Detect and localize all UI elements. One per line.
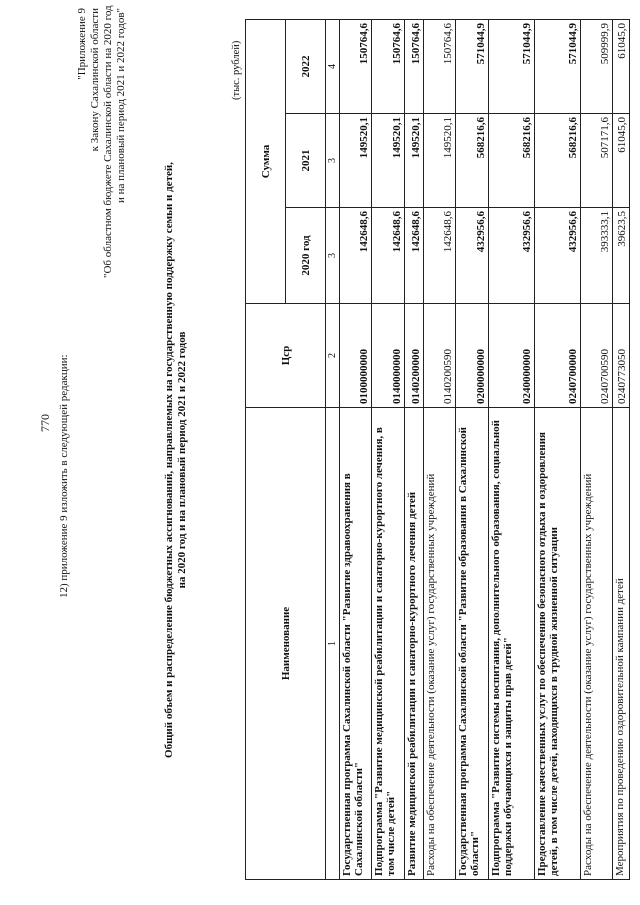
table-row <box>404 19 423 879</box>
row-value-2022: 61045,0 <box>613 19 630 113</box>
row-code: 0140000000 <box>372 304 404 408</box>
row-name: Предоставление качественных услуг по обеспечению безопасного отдыха и оздоровления детей, в том числе детей, находящихся в трудной жизненной ситуации <box>534 408 580 880</box>
title-line-1: Общий объем и распределение бюджетных ассигнований, направляемых на государственную поддержку семьи и детей, <box>163 162 175 758</box>
row-code: 0140200000 <box>404 304 423 408</box>
table-row <box>456 19 488 879</box>
intro-text: 12) приложение 9 изложить в следующей редакции: <box>58 354 70 598</box>
row-value-2021: 568216,6 <box>456 114 488 208</box>
row-value-2021: 568216,6 <box>488 114 534 208</box>
header-year-2020: 2020 год <box>286 208 326 304</box>
table-row <box>580 19 612 879</box>
row-value-2022: 509999,9 <box>580 19 612 113</box>
row-value-2022: 571044,9 <box>456 19 488 113</box>
row-value-2022: 150764,6 <box>423 19 455 113</box>
column-index: 3 <box>326 208 340 304</box>
row-value-2020: 142648,6 <box>423 208 455 304</box>
row-name: Подпрограмма "Развитие медицинской реабилитации и санаторно-курортного лечения, в том числе детей" <box>372 408 404 880</box>
page-number: 770 <box>38 414 52 432</box>
row-value-2021: 149520,1 <box>372 114 404 208</box>
row-value-2020: 142648,6 <box>340 208 372 304</box>
row-value-2021: 149520,1 <box>404 114 423 208</box>
row-name: Развитие медицинской реабилитации и санаторно-курортного лечения детей <box>404 408 423 880</box>
header-sum: Сумма <box>246 19 286 303</box>
row-value-2021: 149520,1 <box>423 114 455 208</box>
row-code: 0240700590 <box>580 304 612 408</box>
row-code: 0240700000 <box>534 304 580 408</box>
row-value-2022: 571044,9 <box>534 19 580 113</box>
appendix-heading <box>76 5 128 278</box>
appendix-line-3: "Об областном бюджете Сахалинской области на 2020 год <box>102 5 114 278</box>
table-row <box>534 19 580 879</box>
row-value-2020: 393333,1 <box>580 208 612 304</box>
row-name: Расходы на обеспечение деятельности (оказание услуг) государственных учреждений <box>423 408 455 880</box>
row-code: 0240773050 <box>613 304 630 408</box>
row-code: 0100000000 <box>340 304 372 408</box>
table-row <box>372 19 404 879</box>
row-value-2022: 150764,6 <box>372 19 404 113</box>
row-value-2020: 39623,5 <box>613 208 630 304</box>
column-index: 4 <box>326 19 340 113</box>
appendix-line-4: и на плановый период 2021 и 2022 годов" <box>115 8 127 204</box>
header-name: Наименование <box>246 408 326 880</box>
row-code: 0200000000 <box>456 304 488 408</box>
row-value-2020: 432956,6 <box>488 208 534 304</box>
header-code: Цср <box>246 304 326 408</box>
appendix-line-1: "Приложение 9 <box>76 8 88 80</box>
row-value-2021: 507171,6 <box>580 114 612 208</box>
header-year-2021: 2021 <box>286 114 326 208</box>
table-row <box>613 19 630 879</box>
row-value-2022: 571044,9 <box>488 19 534 113</box>
row-value-2020: 142648,6 <box>372 208 404 304</box>
column-index: 2 <box>326 304 340 408</box>
row-name: Государственная программа Сахалинской области "Развитие образования в Сахалинской области" <box>456 408 488 880</box>
appendix-line-2: к Закону Сахалинской области <box>89 8 101 152</box>
title-line-2: на 2020 год и на плановый период 2021 и 2022 годов <box>176 331 188 589</box>
table-row <box>423 19 455 879</box>
column-index: 3 <box>326 114 340 208</box>
row-value-2022: 150764,6 <box>404 19 423 113</box>
row-value-2021: 149520,1 <box>340 114 372 208</box>
row-name: Подпрограмма "Развитие системы воспитания, дополнительного образования, социальной поддержки обучающихся и защиты прав детей" <box>488 408 534 880</box>
header-year-2022: 2022 <box>286 19 326 113</box>
units-label: (тыс. рублей) <box>231 40 242 100</box>
row-name: Мероприятия по проведению оздоровительной кампании детей <box>613 408 630 880</box>
row-value-2020: 142648,6 <box>404 208 423 304</box>
row-value-2020: 432956,6 <box>534 208 580 304</box>
table-row <box>340 19 372 879</box>
row-value-2020: 432956,6 <box>456 208 488 304</box>
row-value-2021: 568216,6 <box>534 114 580 208</box>
budget-table <box>245 19 630 880</box>
row-code: 0140200590 <box>423 304 455 408</box>
row-name: Государственная программа Сахалинской области "Развитие здравоохранения в Сахалинской области" <box>340 408 372 880</box>
budget-table-container <box>245 20 630 880</box>
row-code: 0240000000 <box>488 304 534 408</box>
row-value-2021: 61045,0 <box>613 114 630 208</box>
row-value-2022: 150764,6 <box>340 19 372 113</box>
document-title <box>163 115 189 805</box>
column-index: 1 <box>326 408 340 880</box>
row-name: Расходы на обеспечение деятельности (оказание услуг) государственных учреждений <box>580 408 612 880</box>
table-row <box>488 19 534 879</box>
